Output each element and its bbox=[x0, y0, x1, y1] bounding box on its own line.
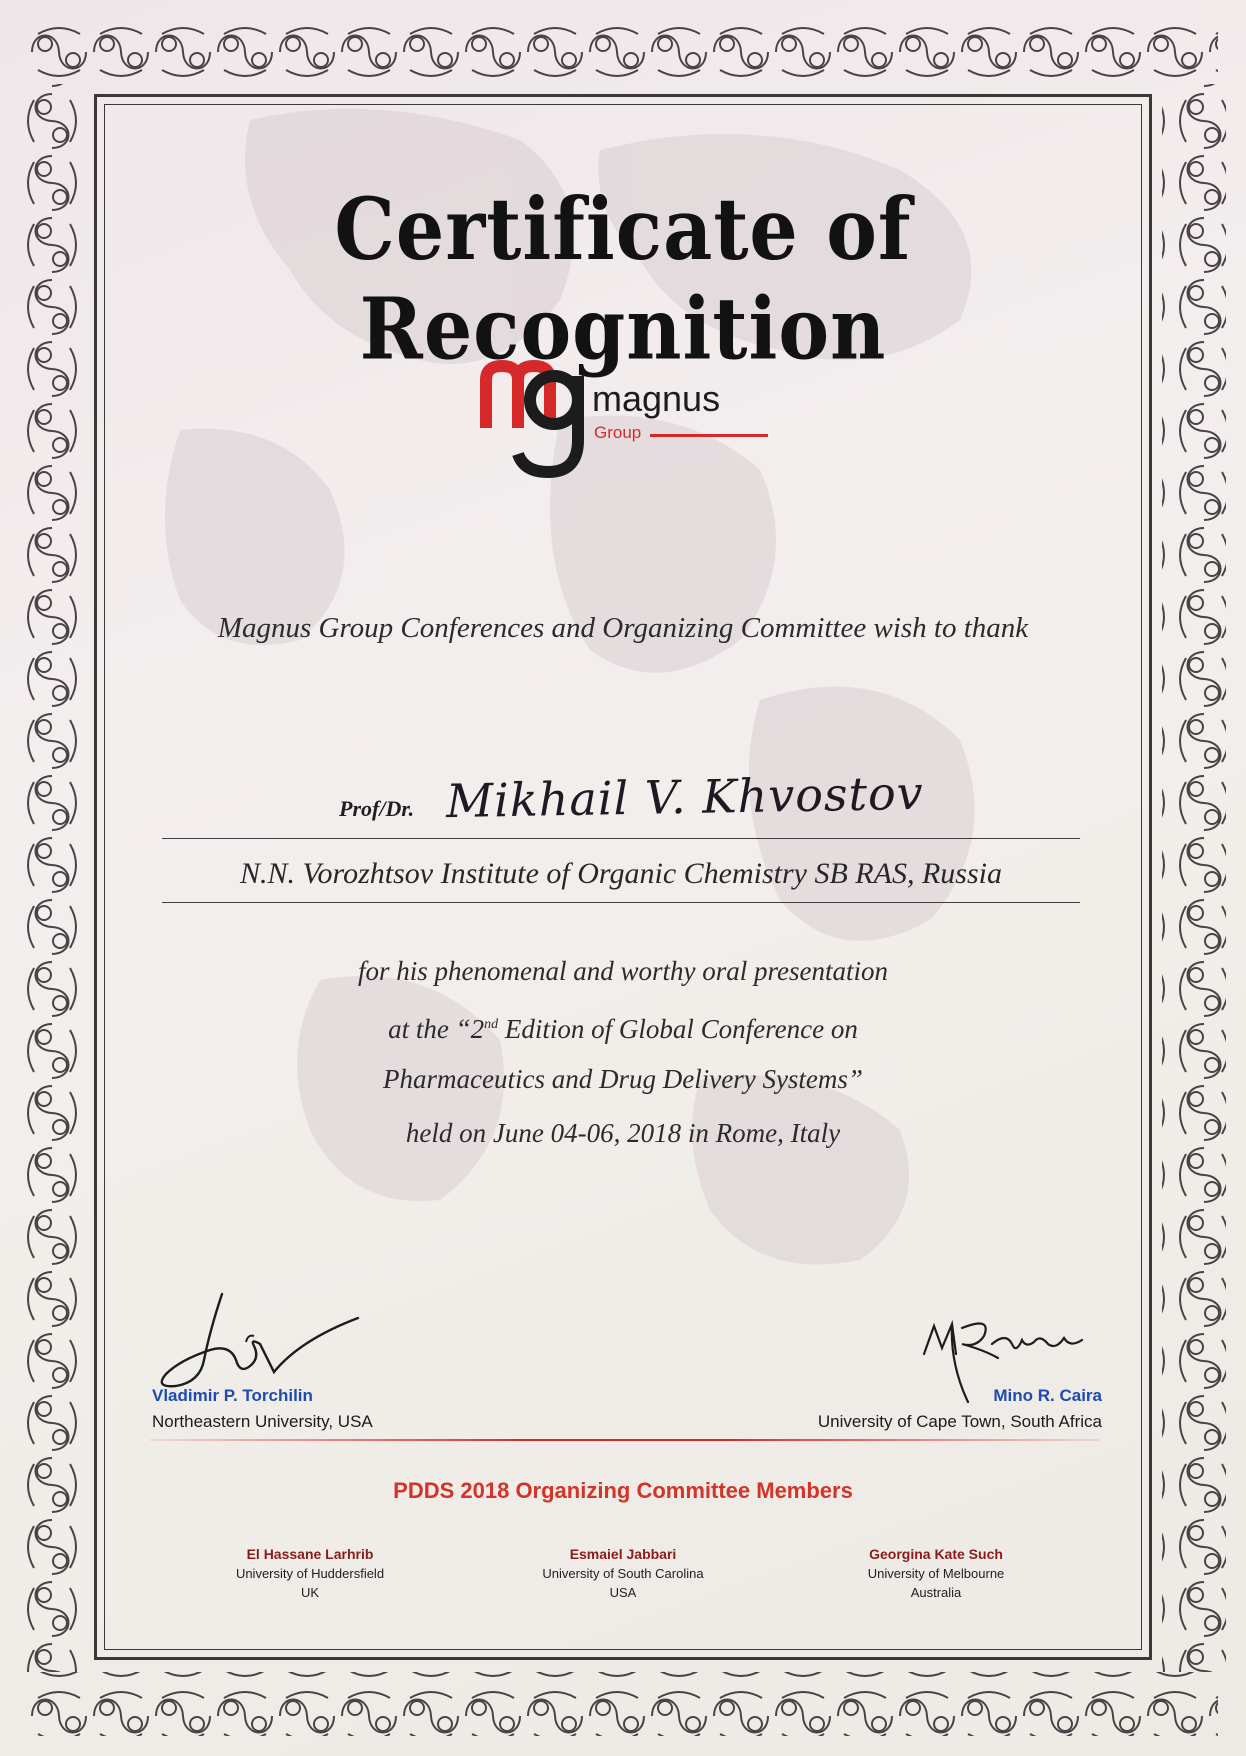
recipient-name: Mikhail V. Khvostov bbox=[445, 765, 925, 829]
recipient-prefix: Prof/Dr. bbox=[339, 796, 415, 821]
member-name: Georgina Kate Such bbox=[869, 1546, 1003, 1562]
citation-text bbox=[140, 944, 1106, 1160]
logo-wordmark: magnus bbox=[592, 378, 721, 419]
committee-member bbox=[493, 1546, 753, 1600]
citation-line-2 bbox=[140, 998, 1106, 1052]
citation-line-3: Pharmaceutics and Drug Delivery Systems” bbox=[383, 1064, 863, 1094]
signature-divider bbox=[150, 1439, 1100, 1441]
signature-torchilin bbox=[150, 1290, 430, 1400]
member-name: El Hassane Larhrib bbox=[246, 1546, 374, 1562]
signatory-name: Vladimir P. Torchilin bbox=[152, 1386, 313, 1405]
signatory-left bbox=[152, 1386, 373, 1432]
member-institution: University of South Carolina bbox=[542, 1566, 704, 1581]
committee-member bbox=[806, 1546, 1066, 1600]
citation-line-2-end: Edition of Global Conference on bbox=[498, 1014, 858, 1044]
member-country: UK bbox=[300, 1585, 320, 1600]
recipient-line bbox=[162, 765, 1080, 839]
committee-member bbox=[180, 1546, 440, 1600]
signatory-institution: University of Cape Town, South Africa bbox=[817, 1412, 1102, 1431]
member-institution: University of Huddersfield bbox=[235, 1566, 385, 1581]
signatory-name: Mino R. Caira bbox=[993, 1386, 1102, 1405]
member-country: USA bbox=[609, 1585, 637, 1600]
certificate-title: Certificate of Recognition bbox=[334, 179, 912, 379]
committee-title: PDDS 2018 Organizing Committee Members bbox=[393, 1478, 853, 1503]
citation-line-1: for his phenomenal and worthy oral presentation bbox=[358, 956, 888, 986]
thanks-line: Magnus Group Conferences and Organizing Committee wish to thank bbox=[217, 612, 1029, 644]
recipient-affiliation: N.N. Vorozhtsov Institute of Organic Chemistry SB RAS, Russia bbox=[240, 857, 1002, 890]
affiliation-line bbox=[162, 852, 1080, 903]
citation-line-2-start: at the “2 bbox=[388, 1014, 485, 1044]
member-name: Esmaiel Jabbari bbox=[569, 1546, 677, 1562]
citation-line-4: held on June 04-06, 2018 in Rome, Italy bbox=[405, 1118, 841, 1148]
member-institution: University of Melbourne bbox=[867, 1566, 1005, 1581]
signatory-institution: Northeastern University, USA bbox=[152, 1412, 373, 1431]
ordinal-superscript: nd bbox=[484, 1017, 499, 1032]
logo-red-line bbox=[650, 434, 768, 437]
mg-logo-icon bbox=[478, 360, 588, 480]
magnus-group-logo bbox=[478, 360, 778, 480]
member-country: Australia bbox=[910, 1585, 962, 1600]
signatory-right bbox=[700, 1386, 1102, 1432]
logo-group-label: Group bbox=[594, 423, 642, 442]
